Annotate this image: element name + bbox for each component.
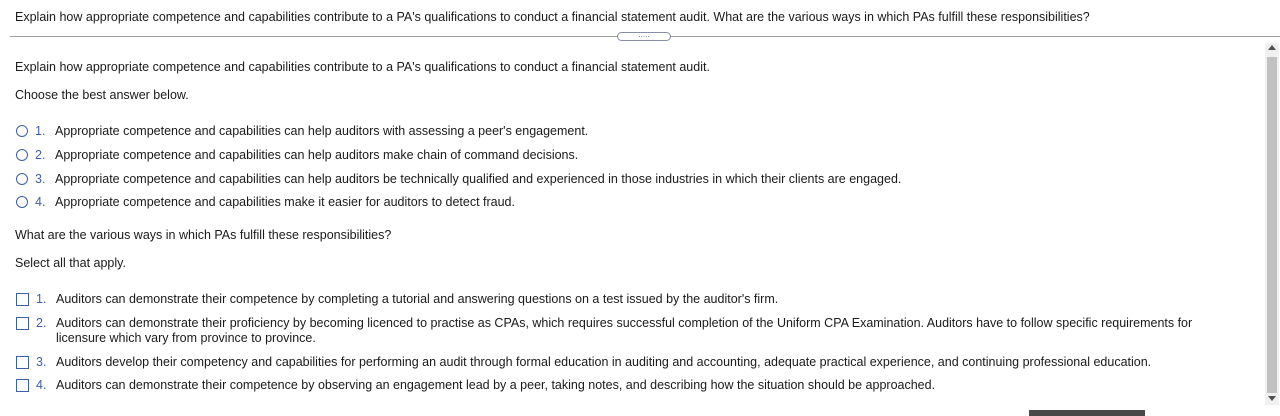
part2-option-3[interactable] [15,355,1242,370]
part1-option-3[interactable] [15,172,1241,187]
option-number: 4. [35,195,46,209]
part2-option-1[interactable] [15,292,1242,307]
option-number: 2. [35,148,46,162]
header-question: Explain how appropriate competence and capabilities contribute to a PA's qualifications to conduct a financial statement audit. What are the various ways in which PAs fulfill these responsibilities? [15,10,1090,24]
part1-question: Explain how appropriate competence and capabilities contribute to a PA's qualifications to conduct a financial statement audit. [15,60,710,74]
radio-button[interactable] [16,125,28,137]
option-text: Auditors can demonstrate their proficiency by becoming licenced to practise as CPAs, which requires successful completion of the Uniform CPA Examination. Auditors have to follow specific requirements for licensure which vary from province to province. [56,316,1193,345]
scroll-thumb[interactable] [1267,57,1277,393]
part2-instruction: Select all that apply. [15,256,126,270]
option-text: Appropriate competence and capabilities can help auditors with assessing a peer's engagement. [55,124,589,138]
bottom-toolbar-edge [1029,410,1145,416]
part2-option-2[interactable] [15,316,1242,346]
part1-instruction: Choose the best answer below. [15,88,189,102]
option-number: 1. [35,124,46,138]
vertical-scrollbar[interactable] [1265,43,1279,405]
option-text: Appropriate competence and capabilities make it easier for auditors to detect fraud. [55,195,515,209]
part1-option-2[interactable] [15,148,1241,163]
radio-button[interactable] [16,149,28,161]
part2-question: What are the various ways in which PAs fulfill these responsibilities? [15,228,392,242]
radio-button[interactable] [16,196,28,208]
option-number: 3. [35,172,46,186]
option-text: Auditors can demonstrate their competence by observing an engagement lead by a peer, taking notes, and describing how the situation should be approached. [56,378,936,392]
scroll-down-icon[interactable] [1268,396,1276,401]
part2-option-4[interactable] [15,378,1242,393]
checkbox[interactable] [16,379,29,392]
option-text: Auditors can demonstrate their competence by completing a tutorial and answering questions on a test issued by the auditor's firm. [56,292,779,306]
collapse-handle[interactable] [617,32,671,41]
ellipsis-icon: ..... [638,30,650,39]
question-content [15,44,1255,416]
checkbox[interactable] [16,293,29,306]
option-text: Appropriate competence and capabilities can help auditors be technically qualified and experienced in those industries in which their clients are engaged. [55,172,902,186]
option-text: Auditors develop their competency and capabilities for performing an audit through formal education in auditing and accounting, adequate practical experience, and continuing professional education. [56,355,1152,369]
option-number: 4. [36,378,47,392]
checkbox[interactable] [16,317,29,330]
part1-option-4[interactable] [15,195,1241,210]
scroll-up-icon[interactable] [1268,45,1276,50]
checkbox[interactable] [16,356,29,369]
option-number: 2. [36,316,47,330]
radio-button[interactable] [16,173,28,185]
option-text: Appropriate competence and capabilities can help auditors make chain of command decisions. [55,148,579,162]
option-number: 1. [36,292,47,306]
part1-option-1[interactable] [15,124,1241,139]
option-number: 3. [36,355,47,369]
